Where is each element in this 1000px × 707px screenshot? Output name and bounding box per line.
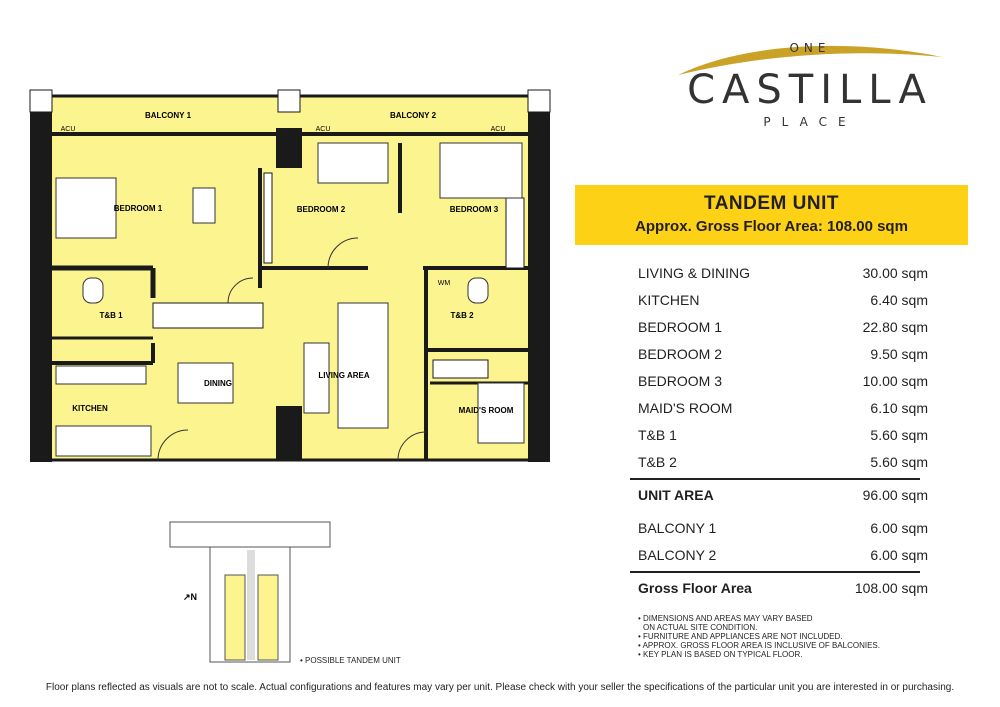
- logo-place: PLACE: [763, 115, 857, 129]
- column-left: [30, 90, 52, 462]
- bed-bedroom1: [56, 178, 116, 238]
- room-area: 22.80 sqm: [862, 319, 928, 335]
- label-dining: DINING: [204, 379, 232, 388]
- duct-tm: [278, 90, 300, 112]
- room-name: BEDROOM 3: [638, 373, 723, 389]
- table-row: [638, 316, 928, 343]
- label-maids: MAID'S ROOM: [458, 406, 514, 415]
- room-area: 6.40 sqm: [870, 292, 928, 308]
- room-name: MAID'S ROOM: [638, 400, 733, 416]
- unit-title: TANDEM UNIT: [704, 193, 839, 214]
- logo-one: ONE: [789, 41, 831, 55]
- note-line: • KEY PLAN IS BASED ON TYPICAL FLOOR.: [638, 650, 803, 659]
- label-bedroom2: BEDROOM 2: [296, 205, 346, 214]
- desk-bedroom1: [193, 188, 215, 223]
- label-balcony2: BALCONY 2: [389, 111, 437, 120]
- table-row: [638, 397, 928, 424]
- label-tb2: T&B 2: [450, 311, 474, 320]
- note-line: • FURNITURE AND APPLIANCES ARE NOT INCLUDED.: [638, 632, 843, 641]
- room-area: 5.60 sqm: [870, 427, 928, 443]
- kitchen-ref-area: [56, 426, 151, 456]
- note-line: • APPROX. GROSS FLOOR AREA IS INCLUSIVE OF BALCONIES.: [638, 641, 880, 650]
- divider: [630, 571, 920, 573]
- notes: [638, 614, 938, 659]
- wardrobe-bedroom1: [153, 303, 263, 328]
- keyplan-corridor: [247, 550, 255, 660]
- unit-area-label: UNIT AREA: [638, 487, 714, 503]
- sofa-living: [338, 303, 388, 428]
- table-row: [638, 370, 928, 397]
- key-plan: [165, 520, 335, 665]
- room-name: T&B 1: [638, 427, 677, 443]
- wardrobe-bedroom3: [506, 198, 524, 268]
- room-area: 10.00 sqm: [862, 373, 928, 389]
- toilet-tb2: [468, 278, 488, 303]
- table-row: [638, 289, 928, 316]
- room-area: 30.00 sqm: [862, 265, 928, 281]
- wardrobe-maids: [433, 360, 488, 378]
- note-line: • DIMENSIONS AND AREAS MAY VARY BASED: [638, 614, 813, 623]
- footer-disclaimer: Floor plans reflected as visuals are not to scale. Actual configurations and features may vary per unit. Please check with your seller the specifications of the particular unit you are interested in or purchasing.: [45, 682, 955, 693]
- unit-title-box: [575, 185, 968, 245]
- balcony-area: 6.00 sqm: [870, 547, 928, 563]
- unit-area-value: 96.00 sqm: [862, 487, 928, 503]
- label-living: LIVING AREA: [318, 371, 370, 380]
- keyplan-tandem-right: [258, 575, 278, 660]
- unit-area-row: [638, 484, 928, 511]
- balcony-name: BALCONY 1: [638, 520, 717, 536]
- label-acu-3: ACU: [490, 126, 506, 133]
- label-bedroom3: BEDROOM 3: [449, 205, 499, 214]
- column-bottom-mid: [276, 406, 302, 460]
- floor-plan: [28, 88, 553, 468]
- balcony-area: 6.00 sqm: [870, 520, 928, 536]
- room-area: 9.50 sqm: [870, 346, 928, 362]
- duct-tl: [30, 90, 52, 112]
- table-row: [638, 424, 928, 451]
- label-acu-2: ACU: [315, 126, 331, 133]
- label-tb1: T&B 1: [99, 311, 123, 320]
- column-bl: [30, 410, 52, 462]
- room-area: 6.10 sqm: [870, 400, 928, 416]
- keyplan-label: • POSSIBLE TANDEM UNIT: [300, 656, 401, 665]
- room-name: LIVING & DINING: [638, 265, 751, 281]
- room-name: BEDROOM 1: [638, 319, 723, 335]
- north-arrow-icon: ↗N: [183, 592, 198, 602]
- divider: [630, 478, 920, 480]
- table-row: [638, 544, 928, 571]
- label-kitchen: KITCHEN: [72, 404, 108, 413]
- gross-area-label: Gross Floor Area: [638, 580, 752, 596]
- keyplan-tandem-left: [225, 575, 245, 660]
- table-row: [638, 262, 928, 289]
- gross-area-value: 108.00 sqm: [854, 580, 928, 596]
- balcony-name: BALCONY 2: [638, 547, 717, 563]
- room-area: 5.60 sqm: [870, 454, 928, 470]
- room-name: T&B 2: [638, 454, 677, 470]
- wardrobe-bedroom2: [264, 173, 272, 263]
- label-balcony1: BALCONY 1: [144, 111, 192, 120]
- gross-area-row: [638, 577, 928, 604]
- brand-logo: [660, 35, 960, 135]
- unit-subtitle: Approx. Gross Floor Area: 108.00 sqm: [635, 218, 908, 235]
- room-name: BEDROOM 2: [638, 346, 723, 362]
- table-row: [638, 343, 928, 370]
- column-right: [528, 90, 550, 462]
- note-line: ON ACTUAL SITE CONDITION.: [643, 623, 758, 632]
- logo-main: CASTILLA: [687, 67, 933, 113]
- keyplan-top-wing: [170, 522, 330, 547]
- bed-bedroom2: [318, 143, 388, 183]
- kitchen-counter: [56, 366, 146, 384]
- toilet-tb1: [83, 278, 103, 303]
- area-table: [638, 262, 928, 604]
- column-br: [528, 410, 550, 462]
- table-row: [638, 517, 928, 544]
- duct-tr: [528, 90, 550, 112]
- table-row: [638, 451, 928, 478]
- label-wm: WM: [437, 280, 451, 287]
- room-name: KITCHEN: [638, 292, 700, 308]
- label-bedroom1: BEDROOM 1: [113, 204, 163, 213]
- label-acu-1: ACU: [60, 126, 76, 133]
- bed-bedroom3: [440, 143, 522, 198]
- column-mid: [276, 128, 302, 168]
